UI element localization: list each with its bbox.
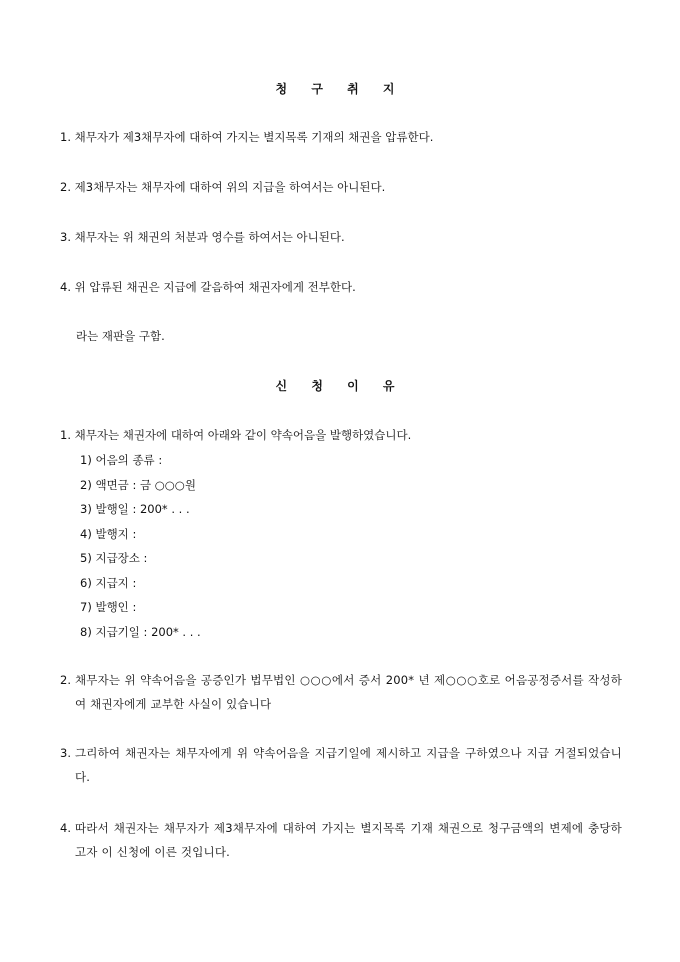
reason-item-1-number: 1. — [60, 428, 71, 442]
claim-item-1-number: 1. — [60, 130, 71, 144]
reason-item-3-text: 그리하여 채권자는 채무자에게 위 약속어음을 지급기일에 제시하고 지급을 구하였으나 지급 거절되었습니다. — [75, 746, 622, 784]
claim-item-4-number: 4. — [60, 280, 71, 294]
section-heading-reasons: 신 청 이 유 — [275, 379, 405, 393]
claim-item-4 — [60, 280, 356, 294]
claim-item-2-text: 제3채무자는 채무자에 대하여 위의 지급을 하여서는 아니된다. — [74, 180, 386, 194]
claim-item-4-text: 위 압류된 채권은 지급에 갈음하여 채권자에게 전부한다. — [74, 280, 356, 294]
reason-item-4-text: 따라서 채권자는 채무자가 제3채무자에 대하여 가지는 별지목록 기재 채권으로 청구금액의 변제에 충당하고자 이 신청에 이른 것입니다. — [75, 821, 622, 859]
detail-due-date: 8) 지급기일 : 200* . . . — [80, 625, 201, 639]
claim-item-1 — [60, 130, 433, 144]
detail-face-amount: 2) 액면금 : 금 ○○○원 — [80, 478, 196, 492]
detail-issuer: 7) 발행인 : — [80, 600, 137, 614]
claim-item-2 — [60, 180, 385, 194]
claim-item-3 — [60, 230, 345, 244]
reason-item-1-text: 채무자는 채권자에 대하여 아래와 같이 약속어음을 발행하였습니다. — [74, 428, 412, 442]
reason-item-4 — [60, 816, 622, 864]
detail-issue-date: 3) 발행일 : 200* . . . — [80, 502, 190, 516]
claim-item-3-number: 3. — [60, 230, 71, 244]
detail-payment-location: 6) 지급지 : — [80, 576, 137, 590]
claim-item-1-text: 채무자가 제3채무자에 대하여 가지는 별지목록 기재의 채권을 압류한다. — [74, 130, 434, 144]
detail-issue-place: 4) 발행지 : — [80, 527, 137, 541]
reason-item-3-number: 3. — [60, 746, 71, 760]
reason-item-1 — [60, 428, 411, 442]
detail-note-type: 1) 어음의 종류 : — [80, 453, 163, 467]
claim-item-3-text: 채무자는 위 채권의 처분과 영수를 하여서는 아니된다. — [74, 230, 345, 244]
section-heading-claims: 청 구 취 지 — [275, 82, 405, 96]
claim-closing: 라는 재판을 구함. — [76, 329, 165, 343]
reason-item-4-number: 4. — [60, 821, 71, 835]
reason-item-2-text: 채무자는 위 약속어음을 공증인가 법무법인 ○○○에서 증서 200* 년 제○○○호로 어음공정증서를 작성하여 채권자에게 교부한 사실이 있습니다 — [75, 673, 622, 711]
reason-item-2 — [60, 668, 622, 716]
claim-item-2-number: 2. — [60, 180, 71, 194]
detail-payment-place: 5) 지급장소 : — [80, 551, 148, 565]
reason-item-3 — [60, 741, 622, 789]
reason-item-2-number: 2. — [60, 673, 71, 687]
